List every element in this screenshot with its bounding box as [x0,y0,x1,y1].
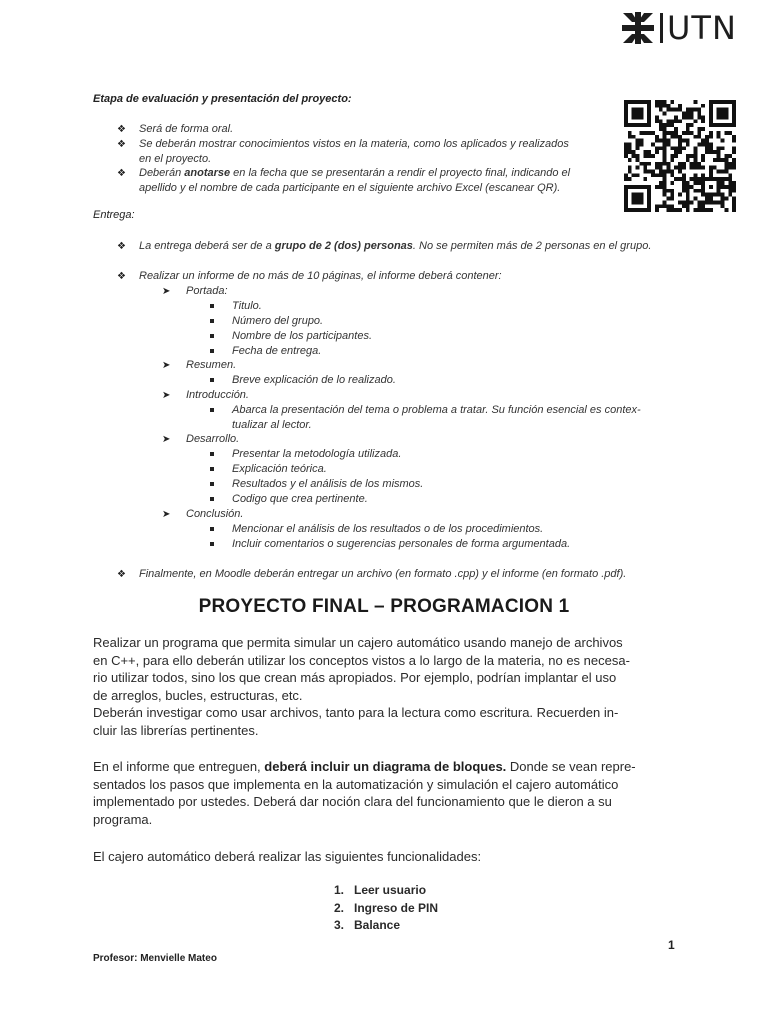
entrega-item: Realizar un informe de no más de 10 páginas, el informe deberá contener: [139,270,502,282]
logo-divider [660,13,663,43]
report-subitem: Mencionar el análisis de los resultados o de los procedimientos. [232,523,544,535]
arrow-bullet-icon: ➤ [162,286,171,297]
square-bullet-icon [210,542,214,546]
page-title: PROYECTO FINAL – PROGRAMACION 1 [198,596,570,617]
list-item: 3. Balance [333,918,401,933]
square-bullet-icon [210,408,214,412]
list-item: 1. Leer usuario [333,883,427,897]
list-item: 2. Ingreso de PIN [333,900,439,915]
evaluation-title: Etapa de evaluación y presentación del proyecto: [93,93,352,105]
entrega-item: La entrega deberá ser de a grupo de 2 (dos) personas. No se permiten más de 2 personas en el grupo. [139,240,652,252]
square-bullet-icon [210,482,214,486]
evaluation-item: Se deberán mostrar conocimientos vistos en la materia, como los aplicados y realizados [139,138,569,150]
report-subitem-cont: tualizar al lector. [232,419,312,431]
arrow-bullet-icon: ➤ [162,434,171,445]
report-subitem: Fecha de entrega. [232,345,322,357]
report-subitem: Nombre de los participantes. [232,330,373,342]
evaluation-item-cont: en el proyecto. [139,153,212,165]
square-bullet-icon [210,527,214,531]
square-bullet-icon [210,497,214,501]
evaluation-item: Deberán anotarse en la fecha que se presentarán a rendir el proyecto final, indicando el [139,167,571,179]
square-bullet-icon [210,378,214,382]
diamond-bullet-icon: ❖ [117,241,126,252]
square-bullet-icon [210,334,214,338]
report-subitem: Codigo que crea pertinente. [232,493,368,505]
diamond-bullet-icon: ❖ [117,569,126,580]
arrow-bullet-icon: ➤ [162,390,171,401]
utn-logo [621,10,737,46]
report-subitem: Breve explicación de lo realizado. [232,374,396,386]
diamond-bullet-icon: ❖ [117,271,126,282]
qr-code[interactable] [621,100,739,212]
logo-text: UTN [667,9,737,47]
evaluation-item: Será de forma oral. [139,123,234,135]
diamond-bullet-icon: ❖ [117,168,126,179]
report-section: Conclusión. [186,508,244,520]
diamond-bullet-icon: ❖ [117,124,126,135]
square-bullet-icon [210,349,214,353]
square-bullet-icon [210,304,214,308]
report-subitem: Incluir comentarios o sugerencias personales de forma argumentada. [232,538,571,550]
evaluation-item-cont: apellido y el nombre de cada participante en el siguiente archivo Excel (escanear QR). [139,182,561,194]
utn-emblem-icon [621,11,655,45]
report-section: Resumen. [186,359,237,371]
report-section: Desarrollo. [186,433,240,445]
square-bullet-icon [210,452,214,456]
entrega-item: Finalmente, en Moodle deberán entregar un archivo (en formato .cpp) y el informe (en formato .pdf). [139,568,627,580]
square-bullet-icon [210,467,214,471]
arrow-bullet-icon: ➤ [162,509,171,520]
square-bullet-icon [210,319,214,323]
report-subitem: Titulo. [232,300,262,312]
diamond-bullet-icon: ❖ [117,139,126,150]
paragraph-functionalities: El cajero automático deberá realizar las siguientes funcionalidades: [93,849,482,864]
report-subitem: Explicación teórica. [232,463,327,475]
entrega-title: Entrega: [93,209,135,221]
paragraph-intro: Realizar un programa que permita simular un cajero automático usando manejo de archivos en C++, para ello deberán utilizar los conceptos vistos a lo largo de la materia, no es necesa- rio utilizar todos, sino los que crean más apropiados. Por ejemplo, podrían implantar el uso de arreglos, bucles, estructuras, etc. Deberán investigar como usar archivos, tanto para la lectura como escritura. Recuerden in- cluir las librerías pertinentes. [93,635,630,738]
arrow-bullet-icon: ➤ [162,360,171,371]
report-subitem: Resultados y el análisis de los mismos. [232,478,424,490]
paragraph-diagram: En el informe que entreguen, deberá incluir un diagrama de bloques. Donde se vean repre- sentados los pasos que implementa en la automatización y simulación el cajero automático implementado por ustedes. Deberá dar noción clara del funcionamiento que le dieron a su programa. [93,759,636,827]
page-number: 1 [668,938,675,952]
report-subitem: Abarca la presentación del tema o problema a tratar. Su función esencial es contex- [232,404,641,416]
functionality-list [318,882,438,935]
report-subitem: Número del grupo. [232,315,324,327]
report-section: Introducción. [186,389,249,401]
report-subitem: Presentar la metodología utilizada. [232,448,402,460]
report-section: Portada: [186,285,228,297]
professor-footer: Profesor: Menvielle Mateo [93,953,217,964]
